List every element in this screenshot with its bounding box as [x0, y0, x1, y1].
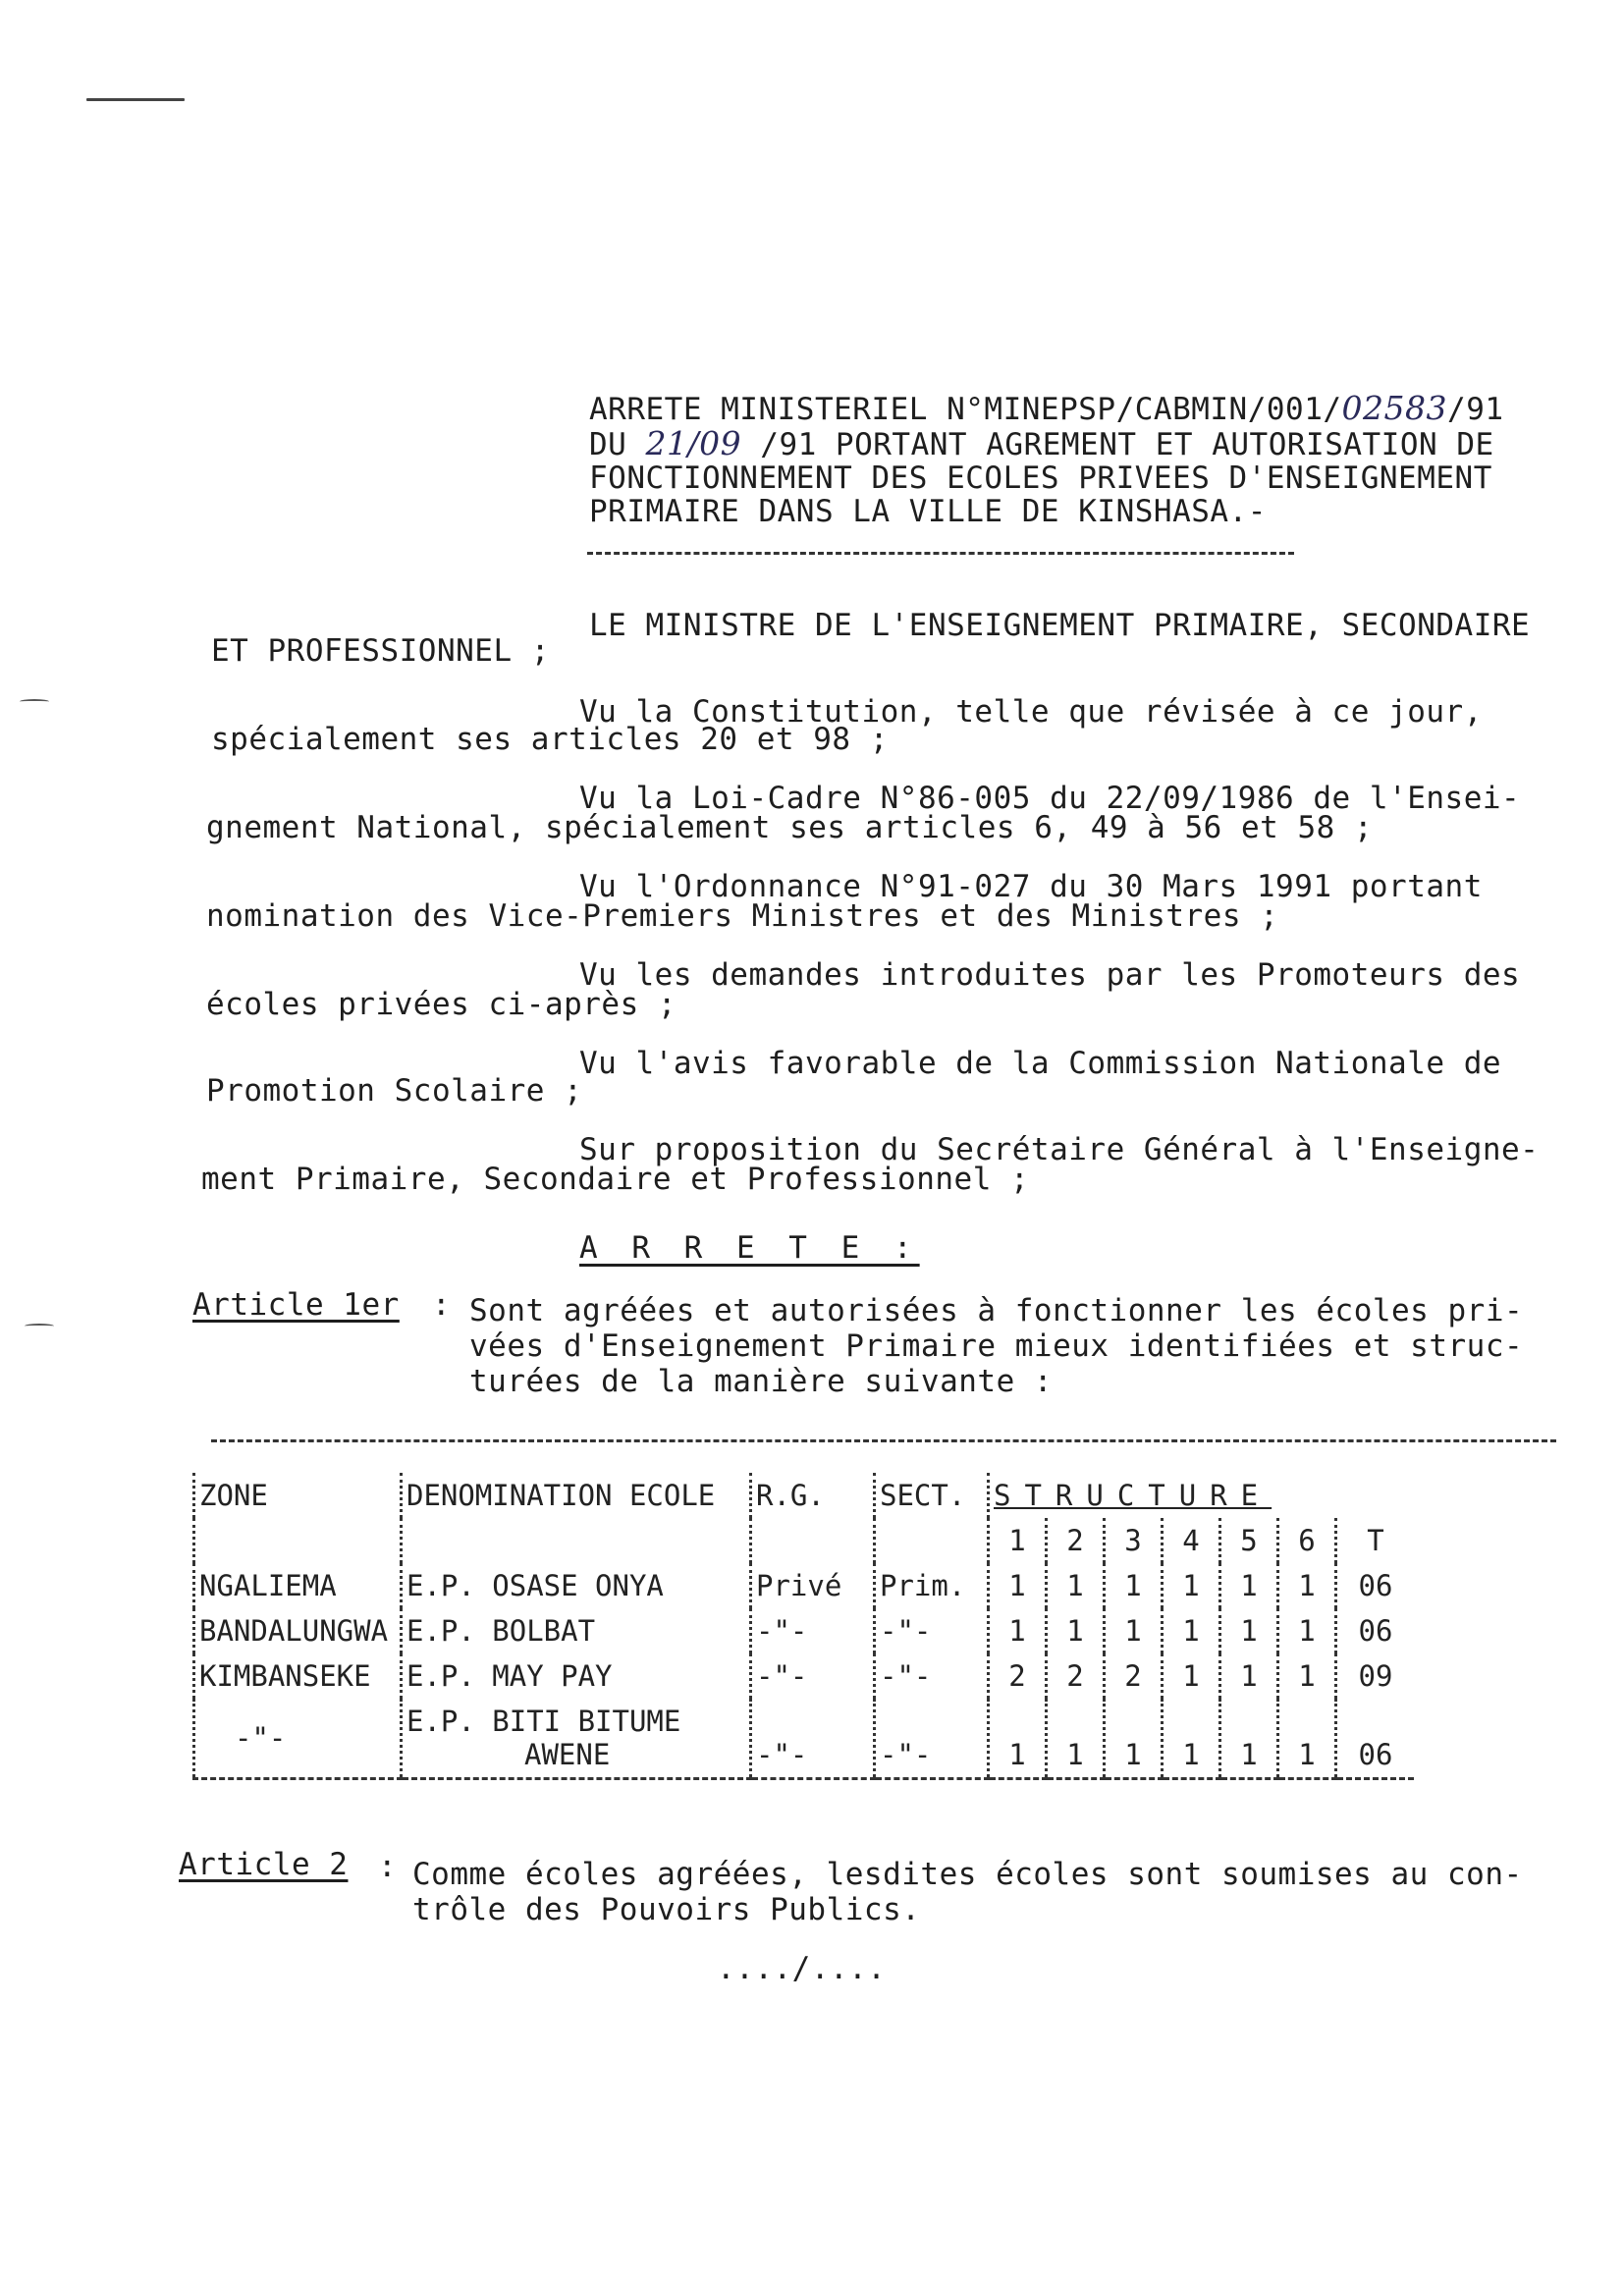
punch-mark: [25, 1324, 54, 1328]
grade-col-total: T: [1336, 1518, 1415, 1563]
handwritten-number: 02583: [1341, 389, 1448, 427]
consideration-6-rest: ment Primaire, Secondaire et Professionnel ;: [201, 1162, 1030, 1197]
title-line-3: FONCTIONNEMENT DES ECOLES PRIVEES D'ENSEIGNEMENT: [589, 460, 1492, 496]
row-zone: KIMBANSEKE: [194, 1653, 402, 1699]
consideration-2-first: Vu la Loi-Cadre N°86-005 du 22/09/1986 de l'Ensei-: [579, 781, 1521, 816]
title-line-1: ARRETE MINISTERIEL N°MINEPSP/CABMIN/001/02583/91: [589, 389, 1504, 427]
row-grade-2: 2: [1047, 1653, 1105, 1699]
row-grade-1: 1: [989, 1563, 1047, 1608]
table-row: [194, 1699, 1415, 1779]
row-school: E.P. BOLBAT: [402, 1608, 751, 1653]
decree-title: [589, 389, 1561, 530]
row-sect: -"-: [875, 1699, 989, 1779]
grade-col-6: 6: [1278, 1518, 1336, 1563]
row-school-line-2: AWENE: [524, 1738, 611, 1771]
article-2-label: Article 2: [179, 1847, 349, 1882]
row-grade-5: 1: [1220, 1653, 1278, 1699]
article-1-line-2: vées d'Enseignement Primaire mieux identifiées et struc-: [469, 1328, 1524, 1364]
row-grade-4: 1: [1163, 1563, 1220, 1608]
row-zone: BANDALUNGWA: [194, 1608, 402, 1653]
article-2-sep: :: [378, 1849, 398, 1884]
consideration-4-first: Vu les demandes introduites par les Promoteurs des: [579, 957, 1521, 993]
minister-line-1: LE MINISTRE DE L'ENSEIGNEMENT PRIMAIRE, SECONDAIRE: [589, 608, 1531, 643]
row-grade-4: 1: [1163, 1699, 1220, 1779]
col-structure: STRUCTURE: [989, 1473, 1415, 1518]
arrete-heading: A R R E T E :: [579, 1230, 920, 1266]
row-school-line-1: E.P. BITI BITUME: [406, 1705, 681, 1738]
subheader-zone-blank: [194, 1518, 402, 1563]
consideration-2-rest: gnement National, spécialement ses articles 6, 49 à 56 et 58 ;: [206, 810, 1374, 845]
article-1-line-1: Sont agréées et autorisées à fonctionner les écoles pri-: [469, 1293, 1524, 1328]
grade-col-3: 3: [1105, 1518, 1163, 1563]
row-grade-6: 1: [1278, 1653, 1336, 1699]
table-row: [194, 1563, 1415, 1608]
row-zone: -"-: [194, 1699, 402, 1779]
table-row: [194, 1608, 1415, 1653]
row-grade-1: 2: [989, 1653, 1047, 1699]
row-total: 06: [1336, 1563, 1415, 1608]
subheader-denomination-blank: [402, 1518, 751, 1563]
row-grade-6: 1: [1278, 1699, 1336, 1779]
row-rg: -"-: [751, 1699, 875, 1779]
row-school: E.P. OSASE ONYA: [402, 1563, 751, 1608]
table-row: [194, 1653, 1415, 1699]
row-zone: NGALIEMA: [194, 1563, 402, 1608]
row-school: E.P. MAY PAY: [402, 1653, 751, 1699]
col-denomination: DENOMINATION ECOLE: [402, 1473, 751, 1518]
grade-col-4: 4: [1163, 1518, 1220, 1563]
row-grade-2: 1: [1047, 1608, 1105, 1653]
row-grade-1: 1: [989, 1608, 1047, 1653]
consideration-1-rest: spécialement ses articles 20 et 98 ;: [211, 722, 889, 757]
table-top-rule: [211, 1439, 1556, 1442]
row-grade-5: 1: [1220, 1699, 1278, 1779]
row-total: 09: [1336, 1653, 1415, 1699]
article-2-line-1: Comme écoles agréées, lesdites écoles sont soumises au con-: [412, 1857, 1523, 1892]
row-grade-1: 1: [989, 1699, 1047, 1779]
title-line-4: PRIMAIRE DANS LA VILLE DE KINSHASA.-: [589, 494, 1267, 529]
subheader-rg-blank: [751, 1518, 875, 1563]
col-rg: R.G.: [751, 1473, 875, 1518]
col-zone: ZONE: [194, 1473, 402, 1518]
row-grade-3: 1: [1105, 1608, 1163, 1653]
row-rg: -"-: [751, 1608, 875, 1653]
col-sect: SECT.: [875, 1473, 989, 1518]
row-grade-3: 1: [1105, 1563, 1163, 1608]
row-grade-6: 1: [1278, 1608, 1336, 1653]
row-grade-4: 1: [1163, 1608, 1220, 1653]
row-grade-2: 1: [1047, 1563, 1105, 1608]
consideration-5-first: Vu l'avis favorable de la Commission Nationale de: [579, 1046, 1502, 1081]
row-sect: -"-: [875, 1653, 989, 1699]
scan-mark: [86, 98, 185, 101]
consideration-1-first: Vu la Constitution, telle que révisée à ce jour,: [579, 694, 1483, 730]
title-line-2: DU 21/09 /91 PORTANT AGREMENT ET AUTORISATION DE: [589, 424, 1494, 462]
consideration-4-rest: écoles privées ci-après ;: [206, 987, 677, 1022]
grade-col-5: 5: [1220, 1518, 1278, 1563]
punch-mark: [20, 699, 49, 704]
row-total: 06: [1336, 1608, 1415, 1653]
row-grade-5: 1: [1220, 1563, 1278, 1608]
article-1-sep: :: [432, 1287, 452, 1323]
row-grade-4: 1: [1163, 1653, 1220, 1699]
schools-table: [192, 1473, 1414, 1780]
consideration-6-first: Sur proposition du Secrétaire Général à l'Enseigne-: [579, 1132, 1540, 1167]
row-grade-2: 1: [1047, 1699, 1105, 1779]
continuation-mark: ..../....: [717, 1951, 887, 1986]
grade-col-1: 1: [989, 1518, 1047, 1563]
handwritten-date: 21/09: [645, 424, 742, 462]
article-2-line-2: trôle des Pouvoirs Publics.: [412, 1892, 921, 1927]
subheader-sect-blank: [875, 1518, 989, 1563]
minister-line-2: ET PROFESSIONNEL ;: [211, 633, 550, 669]
table-header-row: [194, 1473, 1415, 1518]
row-rg: Privé: [751, 1563, 875, 1608]
row-grade-6: 1: [1278, 1563, 1336, 1608]
row-total: 06: [1336, 1699, 1415, 1779]
row-sect: Prim.: [875, 1563, 989, 1608]
consideration-3-rest: nomination des Vice-Premiers Ministres et des Ministres ;: [206, 898, 1279, 934]
grade-col-2: 2: [1047, 1518, 1105, 1563]
row-school: [402, 1699, 751, 1779]
row-rg: -"-: [751, 1653, 875, 1699]
title-underline: [587, 552, 1294, 555]
consideration-3-first: Vu l'Ordonnance N°91-027 du 30 Mars 1991 portant: [579, 869, 1483, 904]
article-1-label: Article 1er: [192, 1287, 400, 1323]
article-1-line-3: turées de la manière suivante :: [469, 1364, 1054, 1399]
row-sect: -"-: [875, 1608, 989, 1653]
consideration-5-rest: Promotion Scolaire ;: [206, 1073, 583, 1109]
table-subheader-row: [194, 1518, 1415, 1563]
row-grade-5: 1: [1220, 1608, 1278, 1653]
row-grade-3: 2: [1105, 1653, 1163, 1699]
row-grade-3: 1: [1105, 1699, 1163, 1779]
